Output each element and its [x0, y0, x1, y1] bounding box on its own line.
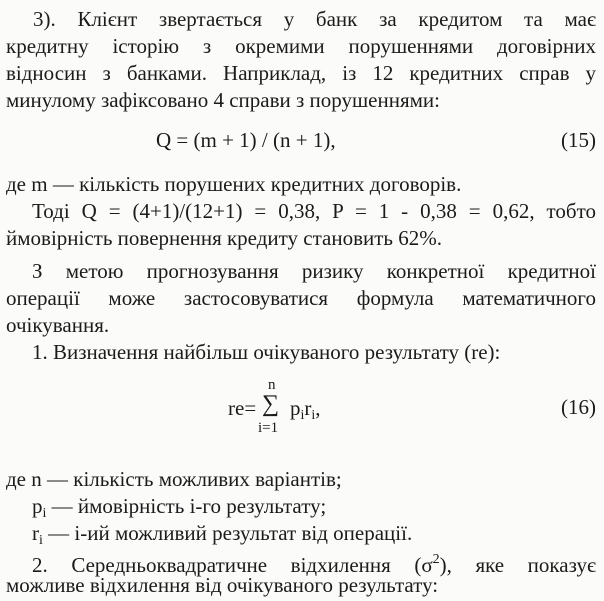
formula-15-definition: де m — кількість порушених кредитних договорів. — [6, 172, 462, 196]
definition-r: $r_i$ — i-ий можливий результат від операції. — [32, 521, 413, 548]
equation-number-15: (15) — [561, 128, 596, 152]
calculation-line-1: Тоді Q = (4+1)/(12+1) = 0,38, P = 1 - 0,38 = 0,62, тобто — [32, 199, 596, 223]
paragraph-3-line-3: відносин з банками. Наприклад, із 12 кредитних справ у — [6, 61, 596, 85]
item-1-heading: 1. Визначення найбільш очікуваного результату (re): — [32, 340, 501, 364]
item-2-line-1: 2. Середньоквадратичне відхилення $(\sigma^2)$, яке показує — [32, 552, 596, 577]
formula-16-sum-lower: i=1 — [258, 420, 279, 436]
formula-15: Q = (m + 1) / (n + 1), — [156, 128, 336, 152]
paragraph-3-line-4: минулому зафіксовано 4 справи з порушеннями: — [6, 88, 440, 112]
formula-16-sum-upper: n — [268, 377, 276, 393]
forecast-line-2: операції може застосовуватися формула математичного — [6, 286, 596, 310]
formula-16-sum-sign: ∑ — [262, 391, 280, 417]
forecast-line-1: З метою прогнозування ризику конкретної кредитної — [32, 259, 596, 283]
paragraph-3-line-2: кредитну історію з окремими порушеннями договірних — [6, 34, 596, 58]
definition-n: де n — кількість можливих варіантів; — [6, 467, 342, 491]
calculation-line-2: ймовірність повернення кредиту становить 62%. — [6, 226, 443, 250]
definition-p: $p_i$ — ймовірність i-го результату; — [32, 494, 327, 521]
formula-16-terms: $p_ir_i$, — [290, 396, 321, 423]
forecast-line-3: очікування. — [6, 313, 110, 337]
paragraph-3-line-1: 3). Клієнт звертається у банк за кредитом та має — [33, 7, 596, 31]
formula-16-lhs: re= — [228, 396, 257, 420]
item-2-line-2: можливе відхилення від очікуваного результату: — [6, 573, 439, 597]
equation-number-16: (16) — [561, 395, 596, 419]
